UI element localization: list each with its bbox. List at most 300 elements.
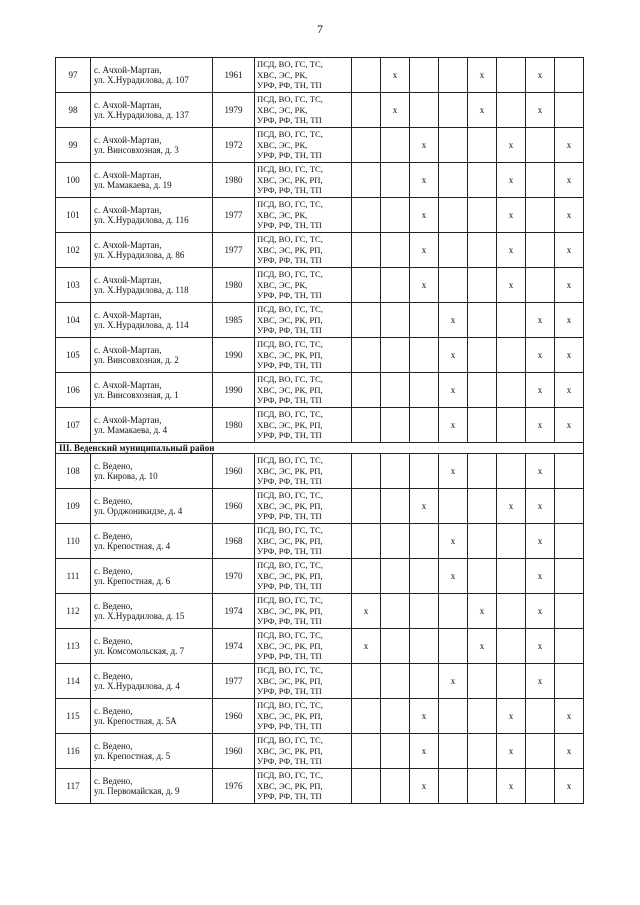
mark-cell bbox=[468, 303, 497, 338]
mark-cell: x bbox=[410, 699, 439, 734]
address-line: с. Ачхой-Мартан, bbox=[94, 99, 162, 110]
mark-cell bbox=[497, 594, 526, 629]
address-line: ул. Винсовхозная, д. 3 bbox=[94, 145, 179, 155]
mark-cell bbox=[352, 664, 381, 699]
mark-cell bbox=[497, 664, 526, 699]
works-line: ПСД, ВО, ГС, ТС, bbox=[257, 665, 323, 676]
address-line: ул. Х.Нурадилова, д. 116 bbox=[94, 215, 189, 225]
address-line: ул. Винсовхозная, д. 2 bbox=[94, 355, 179, 365]
row-address bbox=[91, 163, 213, 198]
mark-cell bbox=[468, 699, 497, 734]
mark-cell bbox=[526, 128, 555, 163]
works-line: УРФ, РФ, ТН, ТП bbox=[257, 80, 322, 91]
works-line: ХВС, ЭС, РК, РП, bbox=[257, 384, 323, 395]
mark-cell bbox=[497, 629, 526, 664]
table-row bbox=[56, 268, 584, 303]
row-address bbox=[91, 734, 213, 769]
address-line: с. Ачхой-Мартан, bbox=[94, 169, 162, 180]
address-line: с. Ведено, bbox=[94, 705, 133, 716]
row-address bbox=[91, 664, 213, 699]
works-line: УРФ, РФ, ТН, ТП bbox=[257, 476, 322, 487]
row-address bbox=[91, 58, 213, 93]
works-line: ХВС, ЭС, РК, РП, bbox=[257, 675, 323, 686]
table-row bbox=[56, 769, 584, 804]
mark-cell bbox=[468, 128, 497, 163]
mark-cell: x bbox=[381, 58, 410, 93]
mark-cell bbox=[381, 408, 410, 443]
mark-cell bbox=[468, 233, 497, 268]
table-row bbox=[56, 664, 584, 699]
row-year: 1977 bbox=[213, 233, 255, 268]
address-line: с. Ведено, bbox=[94, 670, 133, 681]
row-works bbox=[255, 268, 352, 303]
mark-cell bbox=[381, 338, 410, 373]
mark-cell: x bbox=[410, 769, 439, 804]
mark-cell bbox=[439, 268, 468, 303]
row-address bbox=[91, 198, 213, 233]
works-line: ХВС, ЭС, РК, РП, bbox=[257, 640, 323, 651]
mark-cell bbox=[555, 629, 584, 664]
mark-cell bbox=[410, 664, 439, 699]
works-line: ХВС, ЭС, РК, bbox=[257, 209, 308, 220]
row-works bbox=[255, 594, 352, 629]
works-line: ПСД, ВО, ГС, ТС, bbox=[257, 735, 323, 746]
table-row bbox=[56, 594, 584, 629]
address-line: с. Ачхой-Мартан, bbox=[94, 379, 162, 390]
address-line: с. Ачхой-Мартан, bbox=[94, 239, 162, 250]
mark-cell: x bbox=[526, 664, 555, 699]
works-line: ПСД, ВО, ГС, ТС, bbox=[257, 199, 323, 210]
address-line: с. Ведено, bbox=[94, 740, 133, 751]
mark-cell bbox=[381, 664, 410, 699]
page-number: 7 bbox=[317, 22, 323, 36]
mark-cell bbox=[439, 233, 468, 268]
mark-cell bbox=[526, 233, 555, 268]
works-line: УРФ, РФ, ТН, ТП bbox=[257, 511, 322, 522]
row-address bbox=[91, 489, 213, 524]
mark-cell bbox=[410, 524, 439, 559]
mark-cell bbox=[497, 338, 526, 373]
mark-cell bbox=[468, 268, 497, 303]
mark-cell: x bbox=[439, 559, 468, 594]
row-address bbox=[91, 373, 213, 408]
mark-cell bbox=[352, 524, 381, 559]
row-number: 115 bbox=[56, 699, 91, 734]
mark-cell: x bbox=[439, 454, 468, 489]
row-year: 1980 bbox=[213, 408, 255, 443]
mark-cell: x bbox=[497, 699, 526, 734]
address-line: ул. Крепостная, д. 5А bbox=[94, 716, 177, 726]
mark-cell bbox=[352, 408, 381, 443]
address-line: ул. Х.Нурадилова, д. 86 bbox=[94, 250, 185, 260]
mark-cell bbox=[439, 489, 468, 524]
mark-cell bbox=[497, 454, 526, 489]
works-line: ПСД, ВО, ГС, ТС, bbox=[257, 490, 323, 501]
works-line: ПСД, ВО, ГС, ТС, bbox=[257, 525, 323, 536]
mark-cell bbox=[381, 734, 410, 769]
mark-cell bbox=[439, 594, 468, 629]
mark-cell bbox=[410, 93, 439, 128]
mark-cell bbox=[352, 268, 381, 303]
mark-cell bbox=[352, 338, 381, 373]
works-line: ПСД, ВО, ГС, ТС, bbox=[257, 595, 323, 606]
row-number: 109 bbox=[56, 489, 91, 524]
row-address bbox=[91, 128, 213, 163]
address-line: с. Ведено, bbox=[94, 600, 133, 611]
mark-cell bbox=[381, 233, 410, 268]
mark-cell: x bbox=[526, 524, 555, 559]
table-row bbox=[56, 629, 584, 664]
registry-table bbox=[55, 57, 584, 804]
mark-cell bbox=[439, 629, 468, 664]
mark-cell: x bbox=[439, 664, 468, 699]
address-line: с. Ачхой-Мартан, bbox=[94, 274, 162, 285]
works-line: УРФ, РФ, ТН, ТП bbox=[257, 756, 322, 767]
works-line: УРФ, РФ, ТН, ТП bbox=[257, 721, 322, 732]
works-line: ПСД, ВО, ГС, ТС, bbox=[257, 94, 323, 105]
mark-cell: x bbox=[526, 629, 555, 664]
mark-cell: x bbox=[381, 93, 410, 128]
works-line: УРФ, РФ, ТН, ТП bbox=[257, 325, 322, 336]
mark-cell: x bbox=[468, 58, 497, 93]
works-line: УРФ, РФ, ТН, ТП bbox=[257, 220, 322, 231]
mark-cell: x bbox=[555, 769, 584, 804]
row-address bbox=[91, 699, 213, 734]
mark-cell bbox=[410, 629, 439, 664]
mark-cell bbox=[555, 454, 584, 489]
works-line: ПСД, ВО, ГС, ТС, bbox=[257, 374, 323, 385]
works-line: ПСД, ВО, ГС, ТС, bbox=[257, 630, 323, 641]
address-line: ул. Комсомольская, д. 7 bbox=[94, 646, 185, 656]
row-works bbox=[255, 664, 352, 699]
works-line: ХВС, ЭС, РК, РП, bbox=[257, 314, 323, 325]
address-line: с. Ачхой-Мартан, bbox=[94, 64, 162, 75]
mark-cell bbox=[526, 198, 555, 233]
address-line: ул. Кирова, д. 10 bbox=[94, 471, 158, 481]
address-line: ул. Х.Нурадилова, д. 4 bbox=[94, 681, 180, 691]
mark-cell bbox=[439, 128, 468, 163]
mark-cell bbox=[352, 489, 381, 524]
address-line: с. Ачхой-Мартан, bbox=[94, 204, 162, 215]
address-line: ул. Первомайская, д. 9 bbox=[94, 786, 180, 796]
mark-cell: x bbox=[526, 594, 555, 629]
works-line: ХВС, ЭС, РК, РП, bbox=[257, 349, 323, 360]
mark-cell: x bbox=[497, 128, 526, 163]
row-year: 1980 bbox=[213, 163, 255, 198]
row-number: 104 bbox=[56, 303, 91, 338]
mark-cell bbox=[352, 303, 381, 338]
mark-cell bbox=[468, 559, 497, 594]
works-line: УРФ, РФ, ТН, ТП bbox=[257, 651, 322, 662]
mark-cell: x bbox=[555, 734, 584, 769]
mark-cell bbox=[468, 664, 497, 699]
address-line: с. Ведено, bbox=[94, 635, 133, 646]
row-works bbox=[255, 233, 352, 268]
row-year: 1960 bbox=[213, 489, 255, 524]
mark-cell bbox=[352, 699, 381, 734]
address-line: ул. Крепостная, д. 6 bbox=[94, 576, 171, 586]
mark-cell bbox=[439, 699, 468, 734]
mark-cell: x bbox=[410, 198, 439, 233]
row-works bbox=[255, 163, 352, 198]
mark-cell: x bbox=[468, 629, 497, 664]
mark-cell bbox=[468, 489, 497, 524]
mark-cell bbox=[381, 128, 410, 163]
row-works bbox=[255, 769, 352, 804]
address-line: с. Ведено, bbox=[94, 565, 133, 576]
mark-cell bbox=[352, 93, 381, 128]
mark-cell bbox=[497, 559, 526, 594]
works-line: УРФ, РФ, ТН, ТП bbox=[257, 791, 322, 802]
row-year: 1990 bbox=[213, 373, 255, 408]
row-works bbox=[255, 699, 352, 734]
row-year: 1985 bbox=[213, 303, 255, 338]
row-number: 116 bbox=[56, 734, 91, 769]
works-line: ХВС, ЭС, РК, РП, bbox=[257, 780, 323, 791]
row-address bbox=[91, 769, 213, 804]
address-line: ул. Винсовхозная, д. 1 bbox=[94, 390, 179, 400]
address-line: ул. Х.Нурадилова, д. 107 bbox=[94, 75, 189, 85]
works-line: ПСД, ВО, ГС, ТС, bbox=[257, 770, 323, 781]
row-works bbox=[255, 629, 352, 664]
mark-cell: x bbox=[497, 198, 526, 233]
mark-cell bbox=[410, 58, 439, 93]
mark-cell: x bbox=[526, 559, 555, 594]
row-works bbox=[255, 93, 352, 128]
mark-cell: x bbox=[555, 268, 584, 303]
mark-cell: x bbox=[526, 454, 555, 489]
mark-cell bbox=[526, 734, 555, 769]
works-line: ПСД, ВО, ГС, ТС, bbox=[257, 409, 323, 420]
address-line: ул. Крепостная, д. 4 bbox=[94, 541, 171, 551]
mark-cell: x bbox=[526, 373, 555, 408]
works-line: ПСД, ВО, ГС, ТС, bbox=[257, 269, 323, 280]
row-number: 100 bbox=[56, 163, 91, 198]
mark-cell bbox=[381, 198, 410, 233]
table-row bbox=[56, 198, 584, 233]
address-line: с. Ачхой-Мартан, bbox=[94, 344, 162, 355]
address-line: с. Ачхой-Мартан, bbox=[94, 414, 162, 425]
mark-cell bbox=[381, 303, 410, 338]
row-number: 103 bbox=[56, 268, 91, 303]
mark-cell bbox=[381, 594, 410, 629]
works-line: ХВС, ЭС, РК, РП, bbox=[257, 710, 323, 721]
row-year: 1960 bbox=[213, 454, 255, 489]
mark-cell: x bbox=[555, 128, 584, 163]
mark-cell bbox=[410, 594, 439, 629]
mark-cell: x bbox=[526, 489, 555, 524]
mark-cell bbox=[410, 338, 439, 373]
mark-cell: x bbox=[497, 489, 526, 524]
address-line: ул. Крепостная, д. 5 bbox=[94, 751, 171, 761]
row-year: 1960 bbox=[213, 734, 255, 769]
mark-cell: x bbox=[352, 594, 381, 629]
mark-cell bbox=[468, 769, 497, 804]
mark-cell: x bbox=[468, 93, 497, 128]
table-row bbox=[56, 559, 584, 594]
address-line: ул. Х.Нурадилова, д. 15 bbox=[94, 611, 185, 621]
mark-cell bbox=[555, 58, 584, 93]
mark-cell bbox=[526, 163, 555, 198]
address-line: ул. Мамакаева, д. 19 bbox=[94, 180, 172, 190]
mark-cell bbox=[352, 769, 381, 804]
mark-cell: x bbox=[352, 629, 381, 664]
works-line: ХВС, ЭС, РК, РП, bbox=[257, 419, 323, 430]
works-line: УРФ, РФ, ТН, ТП bbox=[257, 395, 322, 406]
works-line: ХВС, ЭС, РК, bbox=[257, 69, 308, 80]
mark-cell: x bbox=[439, 524, 468, 559]
table-row bbox=[56, 338, 584, 373]
row-year: 1972 bbox=[213, 128, 255, 163]
table-body bbox=[56, 58, 584, 804]
mark-cell bbox=[352, 454, 381, 489]
row-number: 101 bbox=[56, 198, 91, 233]
mark-cell bbox=[526, 268, 555, 303]
mark-cell: x bbox=[497, 163, 526, 198]
address-line: ул. Х.Нурадилова, д. 114 bbox=[94, 320, 189, 330]
mark-cell: x bbox=[497, 268, 526, 303]
address-line: ул. Х.Нурадилова, д. 137 bbox=[94, 110, 189, 120]
mark-cell bbox=[468, 454, 497, 489]
works-line: УРФ, РФ, ТН, ТП bbox=[257, 616, 322, 627]
row-year: 1977 bbox=[213, 664, 255, 699]
table-row bbox=[56, 58, 584, 93]
row-number: 111 bbox=[56, 559, 91, 594]
row-works bbox=[255, 454, 352, 489]
mark-cell bbox=[381, 454, 410, 489]
mark-cell bbox=[497, 524, 526, 559]
address-line: ул. Мамакаева, д. 4 bbox=[94, 425, 168, 435]
mark-cell: x bbox=[439, 408, 468, 443]
mark-cell bbox=[439, 198, 468, 233]
row-address bbox=[91, 233, 213, 268]
works-line: ХВС, ЭС, РК, РП, bbox=[257, 570, 323, 581]
row-year: 1980 bbox=[213, 268, 255, 303]
works-line: ПСД, ВО, ГС, ТС, bbox=[257, 129, 323, 140]
row-number: 117 bbox=[56, 769, 91, 804]
row-address bbox=[91, 524, 213, 559]
row-number: 102 bbox=[56, 233, 91, 268]
works-line: УРФ, РФ, ТН, ТП bbox=[257, 255, 322, 266]
address-line: с. Ачхой-Мартан, bbox=[94, 134, 162, 145]
mark-cell bbox=[352, 559, 381, 594]
mark-cell bbox=[381, 559, 410, 594]
mark-cell bbox=[468, 408, 497, 443]
mark-cell: x bbox=[526, 58, 555, 93]
table-row bbox=[56, 489, 584, 524]
mark-cell bbox=[439, 163, 468, 198]
works-line: УРФ, РФ, ТН, ТП bbox=[257, 150, 322, 161]
mark-cell: x bbox=[439, 338, 468, 373]
mark-cell: x bbox=[526, 338, 555, 373]
row-year: 1977 bbox=[213, 198, 255, 233]
mark-cell bbox=[381, 629, 410, 664]
mark-cell: x bbox=[439, 303, 468, 338]
row-works bbox=[255, 128, 352, 163]
mark-cell bbox=[497, 373, 526, 408]
mark-cell bbox=[352, 734, 381, 769]
mark-cell bbox=[555, 489, 584, 524]
row-number: 110 bbox=[56, 524, 91, 559]
mark-cell bbox=[352, 58, 381, 93]
works-line: ХВС, ЭС, РК, bbox=[257, 139, 308, 150]
mark-cell: x bbox=[439, 373, 468, 408]
works-line: ХВС, ЭС, РК, РП, bbox=[257, 605, 323, 616]
row-number: 108 bbox=[56, 454, 91, 489]
mark-cell: x bbox=[497, 233, 526, 268]
mark-cell: x bbox=[497, 769, 526, 804]
works-line: УРФ, РФ, ТН, ТП bbox=[257, 290, 322, 301]
mark-cell bbox=[410, 454, 439, 489]
mark-cell: x bbox=[410, 233, 439, 268]
row-works bbox=[255, 58, 352, 93]
row-works bbox=[255, 734, 352, 769]
table-row bbox=[56, 128, 584, 163]
mark-cell bbox=[352, 128, 381, 163]
works-line: ХВС, ЭС, РК, РП, bbox=[257, 745, 323, 756]
section-heading: III. Веденский муниципальный район bbox=[56, 443, 584, 454]
mark-cell bbox=[555, 664, 584, 699]
address-line: с. Ведено, bbox=[94, 775, 133, 786]
works-line: ПСД, ВО, ГС, ТС, bbox=[257, 304, 323, 315]
row-year: 1974 bbox=[213, 629, 255, 664]
works-line: УРФ, РФ, ТН, ТП bbox=[257, 546, 322, 557]
works-line: ХВС, ЭС, РК, РП, bbox=[257, 244, 323, 255]
works-line: ХВС, ЭС, РК, РП, bbox=[257, 500, 323, 511]
mark-cell: x bbox=[555, 198, 584, 233]
row-year: 1990 bbox=[213, 338, 255, 373]
works-line: ХВС, ЭС, РК, РП, bbox=[257, 535, 323, 546]
works-line: ПСД, ВО, ГС, ТС, bbox=[257, 700, 323, 711]
row-year: 1960 bbox=[213, 699, 255, 734]
works-line: ПСД, ВО, ГС, ТС, bbox=[257, 339, 323, 350]
address-line: ул. Х.Нурадилова, д. 118 bbox=[94, 285, 189, 295]
mark-cell: x bbox=[555, 233, 584, 268]
row-number: 97 bbox=[56, 58, 91, 93]
works-line: УРФ, РФ, ТН, ТП bbox=[257, 686, 322, 697]
mark-cell bbox=[555, 594, 584, 629]
address-line: с. Ведено, bbox=[94, 530, 133, 541]
mark-cell bbox=[468, 373, 497, 408]
mark-cell bbox=[497, 303, 526, 338]
row-address bbox=[91, 454, 213, 489]
mark-cell bbox=[381, 524, 410, 559]
mark-cell bbox=[555, 524, 584, 559]
works-line: УРФ, РФ, ТН, ТП bbox=[257, 115, 322, 126]
mark-cell bbox=[381, 373, 410, 408]
mark-cell bbox=[410, 559, 439, 594]
table-row bbox=[56, 524, 584, 559]
row-address bbox=[91, 303, 213, 338]
mark-cell: x bbox=[555, 408, 584, 443]
mark-cell bbox=[439, 58, 468, 93]
row-works bbox=[255, 303, 352, 338]
row-works bbox=[255, 408, 352, 443]
row-number: 113 bbox=[56, 629, 91, 664]
row-year: 1970 bbox=[213, 559, 255, 594]
works-line: ХВС, ЭС, РК, bbox=[257, 279, 308, 290]
mark-cell bbox=[352, 163, 381, 198]
row-number: 105 bbox=[56, 338, 91, 373]
row-works bbox=[255, 338, 352, 373]
works-line: УРФ, РФ, ТН, ТП bbox=[257, 360, 322, 371]
mark-cell bbox=[381, 699, 410, 734]
mark-cell bbox=[352, 198, 381, 233]
table-row bbox=[56, 734, 584, 769]
address-line: с. Ведено, bbox=[94, 460, 133, 471]
mark-cell: x bbox=[555, 373, 584, 408]
mark-cell: x bbox=[410, 163, 439, 198]
